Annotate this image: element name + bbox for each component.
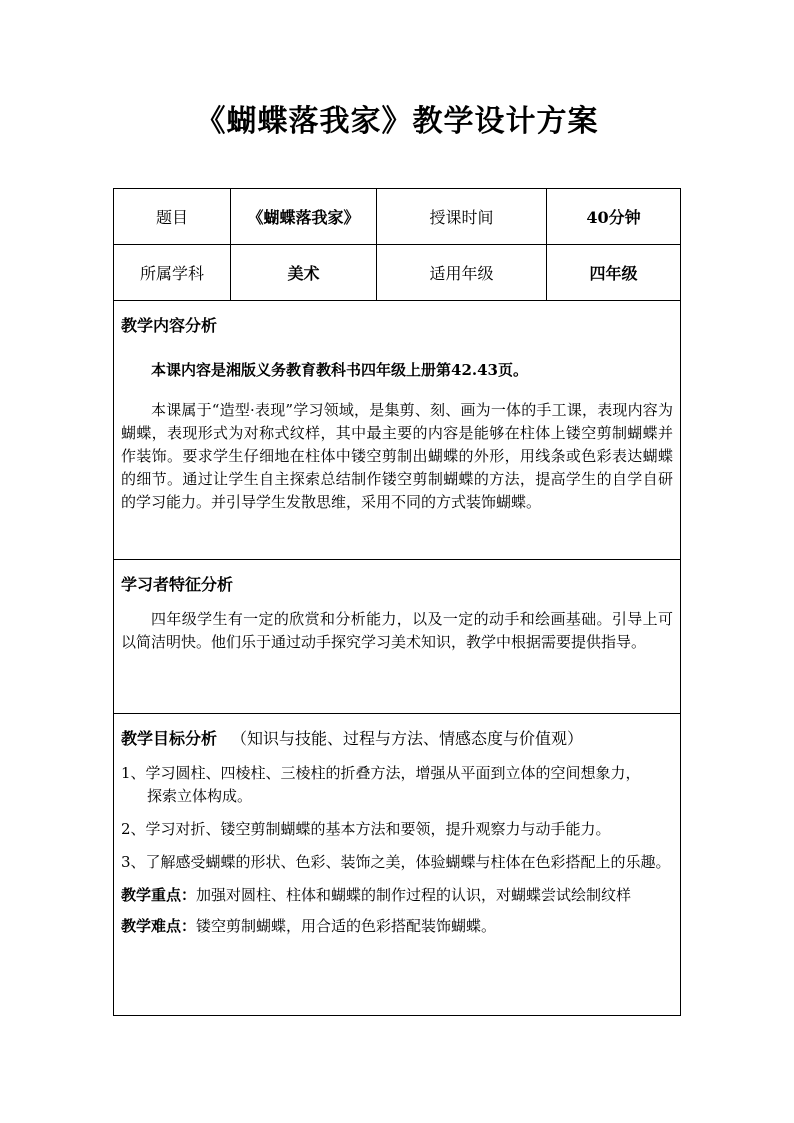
goal-item <box>121 762 673 808</box>
header-row-subject <box>114 245 680 301</box>
page-title: 《蝴蝶落我家》教学设计方案 <box>195 104 599 139</box>
goals-subheading: （知识与技能、过程与方法、情感态度与价值观） <box>231 729 584 748</box>
goal-item-text: 2、学习对折、镂空剪制蝴蝶的基本方法和要领，提升观察力与动手能力。 <box>121 820 611 838</box>
subject-value: 美术 <box>231 245 377 300</box>
difficulty-label: 教学难点： <box>121 917 197 935</box>
difficulty-point <box>121 915 673 938</box>
learner-analysis-heading: 学习者特征分析 <box>121 575 234 594</box>
key-point-label: 教学重点： <box>121 886 197 904</box>
key-point <box>121 884 673 907</box>
content-analysis-section <box>114 315 680 560</box>
subject-label: 所属学科 <box>114 245 231 300</box>
goals-heading: 教学目标分析 <box>121 729 218 748</box>
topic-label: 题目 <box>114 189 231 244</box>
grade-label: 适用年级 <box>377 245 547 300</box>
content-analysis-lead: 本课内容是湘版义务教育教科书四年级上册第42.43页。 <box>151 361 528 379</box>
goal-item-text: 3、了解感受蝴蝶的形状、色彩、装饰之美，体验蝴蝶与柱体在色彩搭配上的乐趣。 <box>121 853 671 871</box>
goal-item <box>121 851 673 874</box>
content-analysis-heading: 教学内容分析 <box>121 316 218 335</box>
content-analysis-body: 本课属于“造型·表现”学习领域，是集剪、刻、画为一体的手工课，表现内容为蝴蝶，表现形式为对称式纹样，其中最主要的内容是能够在柱体上镂空剪制蝴蝶并作装饰。要求学生仔细地在柱体中镂空剪制出蝴蝶的外形，用线条或色彩表达蝴蝶的细节。通过让学生自主探索总结制作镂空剪制蝴蝶的方法，提高学生的自学自研的学习能力。并引导学生发散思维，采用不同的方式装饰蝴蝶。 <box>121 401 673 511</box>
learner-analysis-section <box>114 574 680 714</box>
header-row-topic <box>114 189 680 245</box>
duration-label: 授课时间 <box>377 189 547 244</box>
key-point-text: 加强对圆柱、柱体和蝴蝶的制作过程的认识，对蝴蝶尝试绘制纹样 <box>196 886 632 904</box>
goal-item-continuation: 探索立体构成。 <box>147 787 253 805</box>
goal-item <box>121 818 673 841</box>
grade-value: 四年级 <box>589 264 638 283</box>
lesson-plan-table <box>113 188 681 1016</box>
topic-value: 《蝴蝶落我家》 <box>231 189 377 244</box>
goal-item-text: 1、学习圆柱、四棱柱、三棱柱的折叠方法，增强从平面到立体的空间想象力， <box>121 764 641 782</box>
difficulty-text: 镂空剪制蝴蝶，用合适的色彩搭配装饰蝴蝶。 <box>196 917 497 935</box>
duration-value: 40分钟 <box>586 208 641 227</box>
learner-analysis-body: 四年级学生有一定的欣赏和分析能力，以及一定的动手和绘画基础。引导上可以简洁明快。他们乐于通过动手探究学习美术知识，教学中根据需要提供指导。 <box>121 610 673 651</box>
goals-section <box>114 728 680 1015</box>
goals-heading-line <box>121 728 673 750</box>
